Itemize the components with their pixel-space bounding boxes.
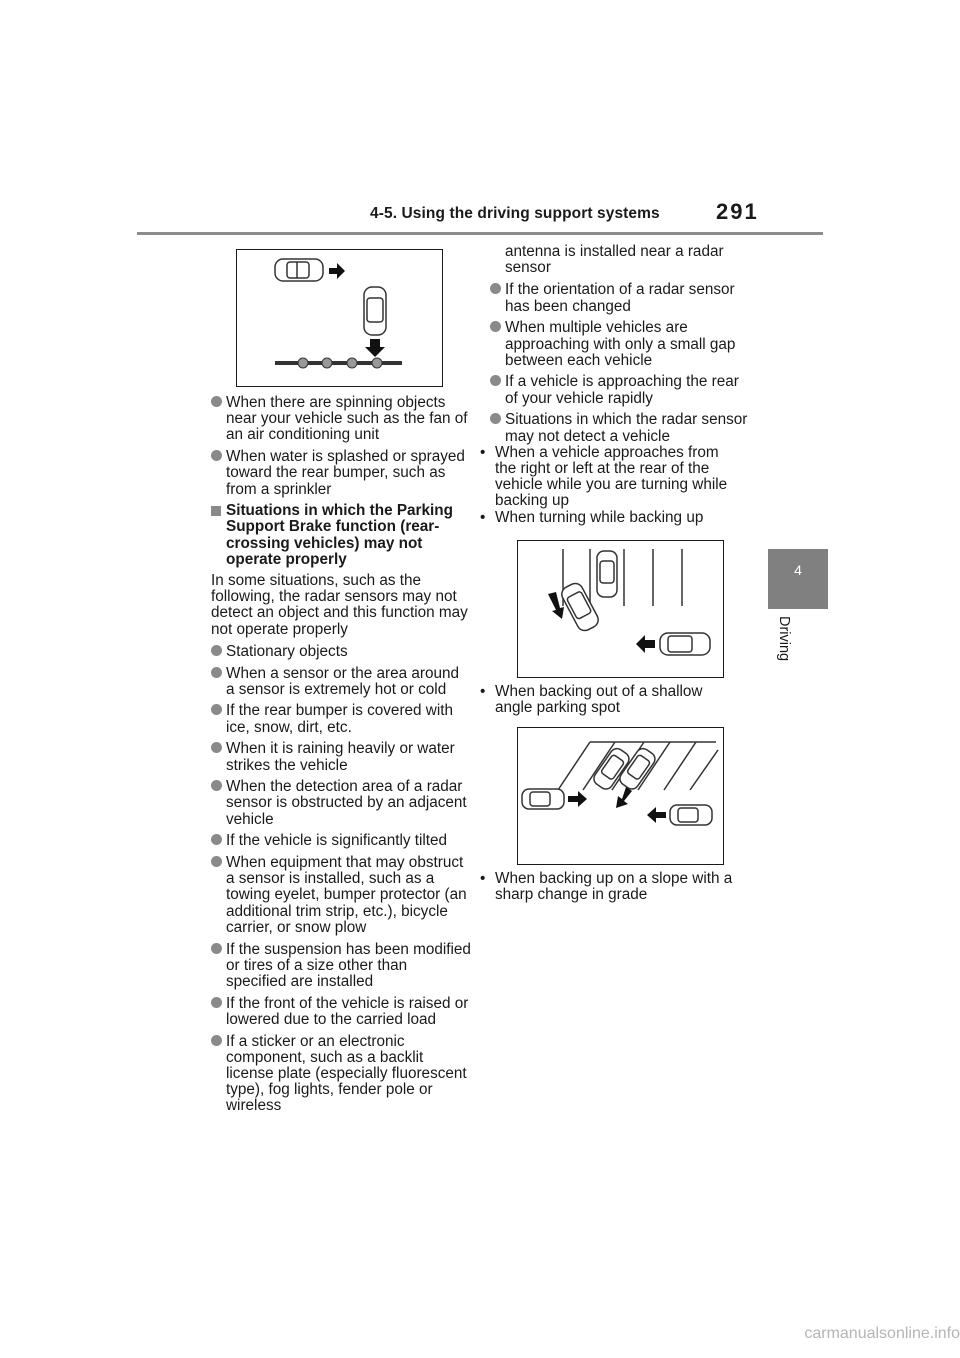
bullet-icon — [490, 283, 501, 294]
list-item: Situations in which the radar sensor may not detect a vehicle — [490, 412, 752, 444]
chapter-label-container — [766, 616, 826, 696]
list-item: When multiple vehicles are approaching with only a small gap between each vehicle — [490, 320, 752, 369]
list-item: When a sensor or the area around a sensor is extremely hot or cold — [211, 666, 471, 698]
right-column-sub-b — [480, 683, 752, 717]
list-item: If the orientation of a radar sensor has been changed — [490, 282, 752, 314]
figure-sensor-detection — [236, 249, 443, 387]
arrow-left-icon — [647, 807, 666, 823]
sub-list-item: • When turning while backing up — [480, 508, 704, 526]
bullet-icon — [211, 943, 222, 954]
bullet-icon — [211, 450, 222, 461]
bullet-icon — [211, 856, 222, 867]
sub-list-item: • When a vehicle approaches from the right or left at the rear of the vehicle while you are turning while backing up — [480, 443, 728, 510]
list-item: Stationary objects — [211, 644, 471, 660]
list-item: If the rear bumper is covered with ice, snow, dirt, etc. — [211, 703, 471, 735]
right-column-upper — [480, 243, 752, 526]
arrow-down-icon — [365, 339, 385, 357]
list-item: If a vehicle is approaching the rear of your vehicle rapidly — [490, 374, 752, 406]
list-item: When the detection area of a radar sensor is obstructed by an adjacent vehicle — [211, 779, 471, 828]
figure-shallow-angle-parking — [517, 727, 724, 865]
arrow-right-icon — [568, 791, 587, 807]
section-title: 4-5. Using the driving support systems — [370, 205, 660, 222]
left-column — [211, 395, 471, 1120]
list-item: If a sticker or an electronic component, such as a backlit license plate (especially fluorescent type), fog lights, fender pole or wireless — [211, 1034, 471, 1115]
bullet-icon — [211, 667, 222, 678]
sub-list-item: • When backing out of a shallow angle parking spot — [480, 683, 703, 717]
bullet-icon — [211, 645, 222, 656]
bullet-icon — [490, 375, 501, 386]
page-number: 291 — [716, 199, 759, 224]
list-item-continuation: antenna is installed near a radar sensor — [505, 243, 724, 277]
bullet-icon — [211, 997, 222, 1008]
list-item: When equipment that may obstruct a sensor is installed, such as a towing eyelet, bumper protector (an additional trim strip, etc.), bicycle carrier, or snow plow — [211, 855, 471, 936]
header-rule — [137, 232, 823, 235]
bullet-icon — [211, 396, 222, 407]
section-heading: Situations in which the Parking Support Brake function (rear-crossing vehicles) may not operate properly — [211, 503, 471, 568]
chapter-label: Driving — [776, 616, 792, 662]
arrow-right-icon — [329, 263, 345, 279]
bullet-icon — [211, 704, 222, 715]
car-icon — [670, 805, 712, 825]
list-item: When water is splashed or sprayed toward the rear bumper, such as from a sprinkler — [211, 449, 471, 498]
car-icon — [364, 287, 386, 335]
list-item: If the suspension has been modified or tires of a size other than specified are installed — [211, 942, 471, 991]
sub-list-item: • When backing up on a slope with a sharp change in grade — [480, 870, 733, 904]
list-item: If the front of the vehicle is raised or lowered due to the carried load — [211, 996, 471, 1028]
list-item: If the vehicle is significantly tilted — [211, 833, 471, 849]
bullet-icon — [490, 321, 501, 332]
car-icon — [275, 259, 323, 281]
arrow-down-icon — [616, 787, 632, 808]
bullet-icon — [211, 780, 222, 791]
list-item: When it is raining heavily or water strikes the vehicle — [211, 741, 471, 773]
car-icon — [522, 789, 564, 809]
car-icon — [597, 551, 617, 597]
bullet-icon — [211, 834, 222, 845]
arrow-left-icon — [636, 635, 655, 653]
bullet-icon — [211, 1035, 222, 1046]
car-icon — [660, 633, 710, 655]
list-item: When there are spinning objects near your vehicle such as the fan of an air conditioning unit — [211, 395, 471, 444]
square-bullet-icon — [211, 506, 221, 516]
figure-turning-backing-up — [517, 540, 724, 678]
right-column-sub-c — [480, 870, 752, 904]
intro-paragraph: In some situations, such as the following, the radar sensors may not detect an object and this function may not operate properly — [211, 572, 468, 638]
chapter-number: 4 — [794, 562, 802, 578]
car-icon — [559, 581, 601, 634]
chapter-tab — [768, 549, 828, 609]
bullet-icon — [211, 742, 222, 753]
watermark: carmanualsonline.info — [804, 1325, 960, 1342]
bullet-icon — [490, 413, 501, 424]
